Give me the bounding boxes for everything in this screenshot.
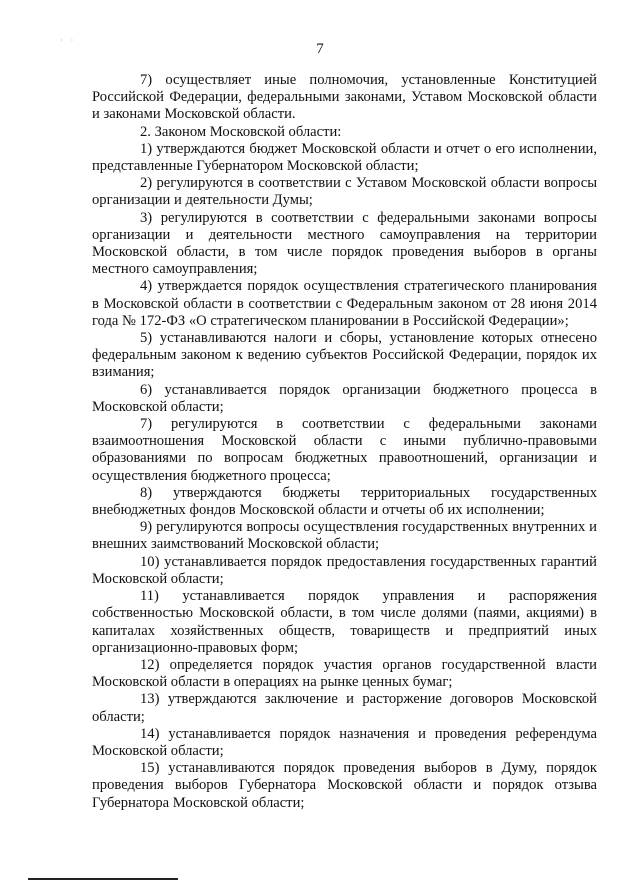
list-item-11: 11) устанавливается порядок управления и распоряжения собственностью Московской области, в том числе долями (паями, акциями) в капиталах хозяйственных обществ, товариществ и предприятий иных организационно-правовых форм;	[92, 588, 597, 656]
page-number: 7	[316, 41, 324, 57]
paragraph-part-2: 2. Законом Московской области:	[140, 123, 342, 140]
list-item-6: 6) устанавливается порядок организации бюджетного процесса в Московской области;	[92, 381, 597, 415]
list-item-8: 8) утверждаются бюджеты территориальных государственных внебюджетных фондов Московской области и отчеты об их исполнении;	[92, 484, 597, 519]
list-item-2: 2) регулируются в соответствии с Уставом Московской области вопросы организации и деятельности Думы;	[92, 175, 597, 209]
paragraph-art-7: 7) осуществляет иные полномочия, установленные Конституцией Российской Федерации, федеральными законами, Уставом Московской области и законами Московской области.	[92, 72, 597, 123]
scan-specks: · ·	[60, 36, 77, 45]
list-item-3: 3) регулируются в соответствии с федеральными законами вопросы организации и деятельности местного самоуправления на территории Московской области, в том числе порядок проведения выборов в органы местного самоуправления;	[92, 209, 597, 278]
list-item-14: 14) устанавливается порядок назначения и проведения референдума Московской области;	[92, 725, 597, 759]
list-item-7: 7) регулируются в соответствии с федеральными законами взаимоотношения Московской области с иными публично-правовыми образованиями по вопросам бюджетных правоотношений, организации и осуществления бюджетного процесса;	[92, 416, 597, 484]
list-item-4: 4) утверждается порядок осуществления стратегического планирования в Московской области в соответствии с Федеральным законом от 28 июня 2014 года № 172-ФЗ «О стратегическом планировании в Российской Федерации»;	[92, 278, 597, 329]
document-body	[92, 72, 597, 812]
footer-rule	[28, 878, 178, 880]
list-item-9: 9) регулируются вопросы осуществления государственных внутренних и внешних заимствований Московской области;	[92, 519, 597, 553]
list-item-12: 12) определяется порядок участия органов государственной власти Московской области в операциях на рынке ценных бумаг;	[92, 656, 597, 691]
list-item-10: 10) устанавливается порядок предоставления государственных гарантий Московской области;	[92, 553, 597, 587]
list-item-13: 13) утверждаются заключение и расторжение договоров Московской области;	[92, 691, 597, 725]
list-item-1: 1) утверждаются бюджет Московской области и отчет о его исполнении, представленные Губернатором Московской области;	[92, 140, 597, 175]
list-item-15: 15) устанавливаются порядок проведения выборов в Думу, порядок проведения выборов Губернатора Московской области и порядок отзыва Губернатора Московской области;	[92, 760, 597, 811]
list-item-5: 5) устанавливаются налоги и сборы, установление которых отнесено федеральным законом к ведению субъектов Российской Федерации, порядок их взимания;	[92, 330, 597, 381]
